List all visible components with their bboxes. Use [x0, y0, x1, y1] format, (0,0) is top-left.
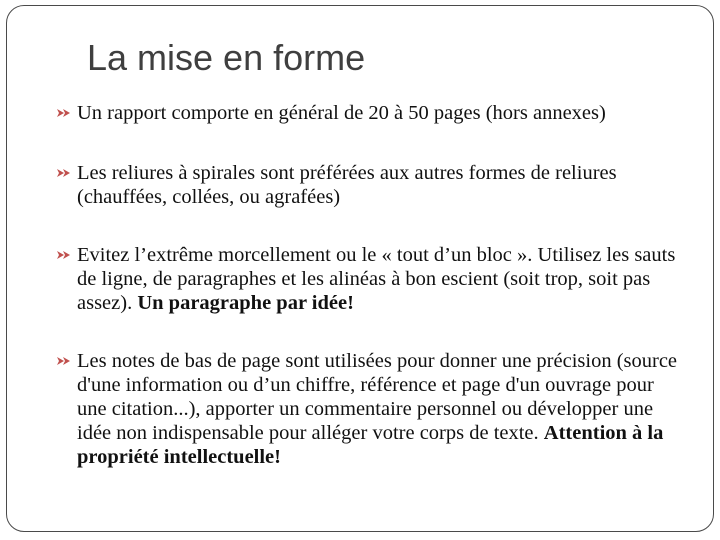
arrow-bullet-icon	[57, 168, 73, 178]
bullet-item-footnotes	[55, 349, 685, 469]
bullet-emphasis: Un paragraphe par idée!	[137, 292, 354, 314]
bullet-text: Les reliures à spirales sont préférées aux autres formes de reliures (chauffées, collées, ou agrafées)	[77, 162, 617, 208]
arrow-bullet-icon	[57, 356, 73, 366]
arrow-bullet-icon	[57, 250, 73, 260]
bullet-text: Les notes de bas de page sont utilisées pour donner une précision (source d'une information ou d’un chiffre, référence et page d'un ouvrage pour une citation...), apporter un commentaire personnel ou développer une idée non indispensable pour alléger votre corps de texte.	[77, 350, 678, 444]
slide-frame	[6, 5, 714, 532]
slide-title: La mise en forme	[87, 37, 366, 78]
bullet-list	[55, 101, 685, 469]
bullet-item-page-count	[55, 101, 685, 125]
bullet-text: Evitez l’extrême morcellement ou le « tout d’un bloc ». Utilisez les sauts de ligne, de paragraphes et les alinéas à bon escient (soit trop, soit pas assez).	[77, 244, 676, 314]
bullet-text: Un rapport comporte en général de 20 à 50 pages (hors annexes)	[77, 102, 606, 124]
bullet-item-paragraphs	[55, 243, 685, 315]
bullet-emphasis: Attention à la propriété intellectuelle!	[77, 422, 664, 468]
arrow-bullet-icon	[57, 108, 73, 118]
bullet-item-bindings	[55, 161, 685, 209]
